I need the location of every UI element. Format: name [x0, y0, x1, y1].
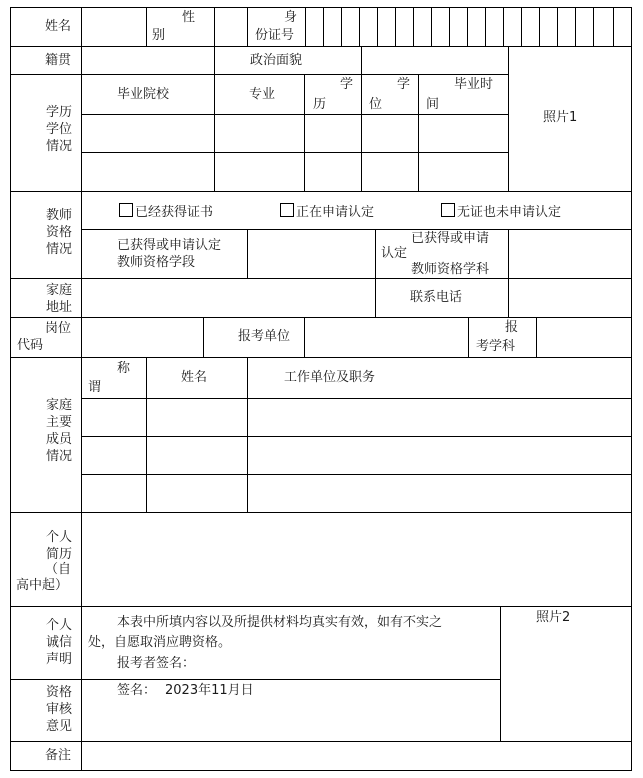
education-section-label: 学历 学位 情况 — [45, 105, 72, 154]
political-status-label: 政治面貌 — [250, 53, 303, 68]
review-date: 2023年11月日 — [165, 683, 254, 698]
degree-label-2: 历 — [313, 97, 327, 112]
checkbox-none[interactable] — [441, 203, 455, 217]
option-applying-label: 正在申请认定 — [296, 205, 375, 220]
photo-2-placeholder[interactable]: 照片2 — [536, 610, 571, 625]
teacher-subject-label-3: 教师资格学科 — [411, 262, 490, 277]
id-label-2: 份证号 — [255, 28, 295, 43]
phone-label: 联系电话 — [410, 290, 463, 305]
applicant-signature-label: 报考者签名： — [117, 656, 196, 671]
relation-label-1: 称 — [117, 361, 131, 376]
school-label: 毕业院校 — [117, 87, 170, 102]
teacher-subject-label-2: 认定 — [381, 246, 408, 261]
teacher-stage-label-1: 已获得或申请认定 — [117, 238, 222, 253]
graduation-time-label-2: 间 — [426, 97, 440, 112]
integrity-statement-line-1: 本表中所填内容以及所提供材料均真实有效，如有不实之 — [117, 615, 443, 630]
applied-unit-label: 报考单位 — [238, 329, 291, 344]
integrity-statement-line-2: 处，自愿取消应聘资格。 — [88, 635, 232, 650]
academic-degree-label-1: 学 — [397, 77, 411, 92]
work-unit-label: 工作单位及职务 — [284, 370, 376, 385]
option-certified-label: 已经获得证书 — [135, 205, 214, 220]
option-applying[interactable] — [280, 203, 374, 221]
name-input[interactable] — [82, 8, 145, 46]
option-none[interactable] — [441, 203, 561, 221]
phone-input[interactable] — [509, 279, 630, 317]
family-section-label: 家庭 主要 成员 情况 — [45, 398, 72, 464]
origin-input[interactable] — [82, 47, 213, 74]
family-name-label: 姓名 — [181, 370, 208, 385]
address-label: 家庭 地址 — [45, 283, 72, 315]
remarks-label: 备注 — [45, 748, 72, 763]
position-code-label-1: 岗位 — [45, 321, 72, 336]
teacher-section-label: 教师 资格 情况 — [45, 208, 72, 257]
teacher-stage-label-2: 教师资格学段 — [117, 255, 196, 270]
applied-subject-label-1: 报 — [505, 320, 519, 335]
teacher-subject-label-1: 已获得或申请 — [411, 231, 490, 246]
option-certified[interactable] — [119, 203, 213, 221]
resume-note-2: 高中起） — [16, 578, 69, 593]
applied-subject-label-2: 考学科 — [476, 339, 516, 354]
remarks-input[interactable] — [82, 742, 630, 769]
id-label-1: 身 — [284, 10, 298, 25]
name-label: 姓名 — [45, 19, 72, 34]
review-section-label: 资格 审核 意见 — [45, 685, 72, 734]
gender-label-2: 别 — [152, 28, 166, 43]
graduation-time-label-1: 毕业时 — [454, 77, 494, 92]
checkbox-certified[interactable] — [119, 203, 133, 217]
integrity-section-label: 个人 诚信 声明 — [45, 618, 72, 667]
photo-1-placeholder[interactable]: 照片1 — [543, 110, 578, 125]
academic-degree-label-2: 位 — [369, 97, 383, 112]
degree-label-1: 学 — [340, 77, 354, 92]
option-none-label: 无证也未申请认定 — [457, 205, 562, 220]
address-input[interactable] — [82, 279, 374, 317]
resume-note-1: （自 — [45, 562, 72, 577]
gender-label-1: 性 — [182, 10, 196, 25]
review-sign-label: 签名： — [117, 683, 157, 698]
major-label: 专业 — [249, 87, 276, 102]
relation-label-2: 谓 — [88, 380, 102, 395]
resume-label: 个人 简历 — [45, 530, 72, 562]
political-status-input[interactable] — [362, 47, 507, 74]
gender-input[interactable] — [215, 8, 246, 46]
origin-label: 籍贯 — [45, 53, 72, 68]
position-code-label-2: 代码 — [17, 338, 44, 353]
checkbox-applying[interactable] — [280, 203, 294, 217]
resume-input[interactable] — [82, 513, 630, 605]
